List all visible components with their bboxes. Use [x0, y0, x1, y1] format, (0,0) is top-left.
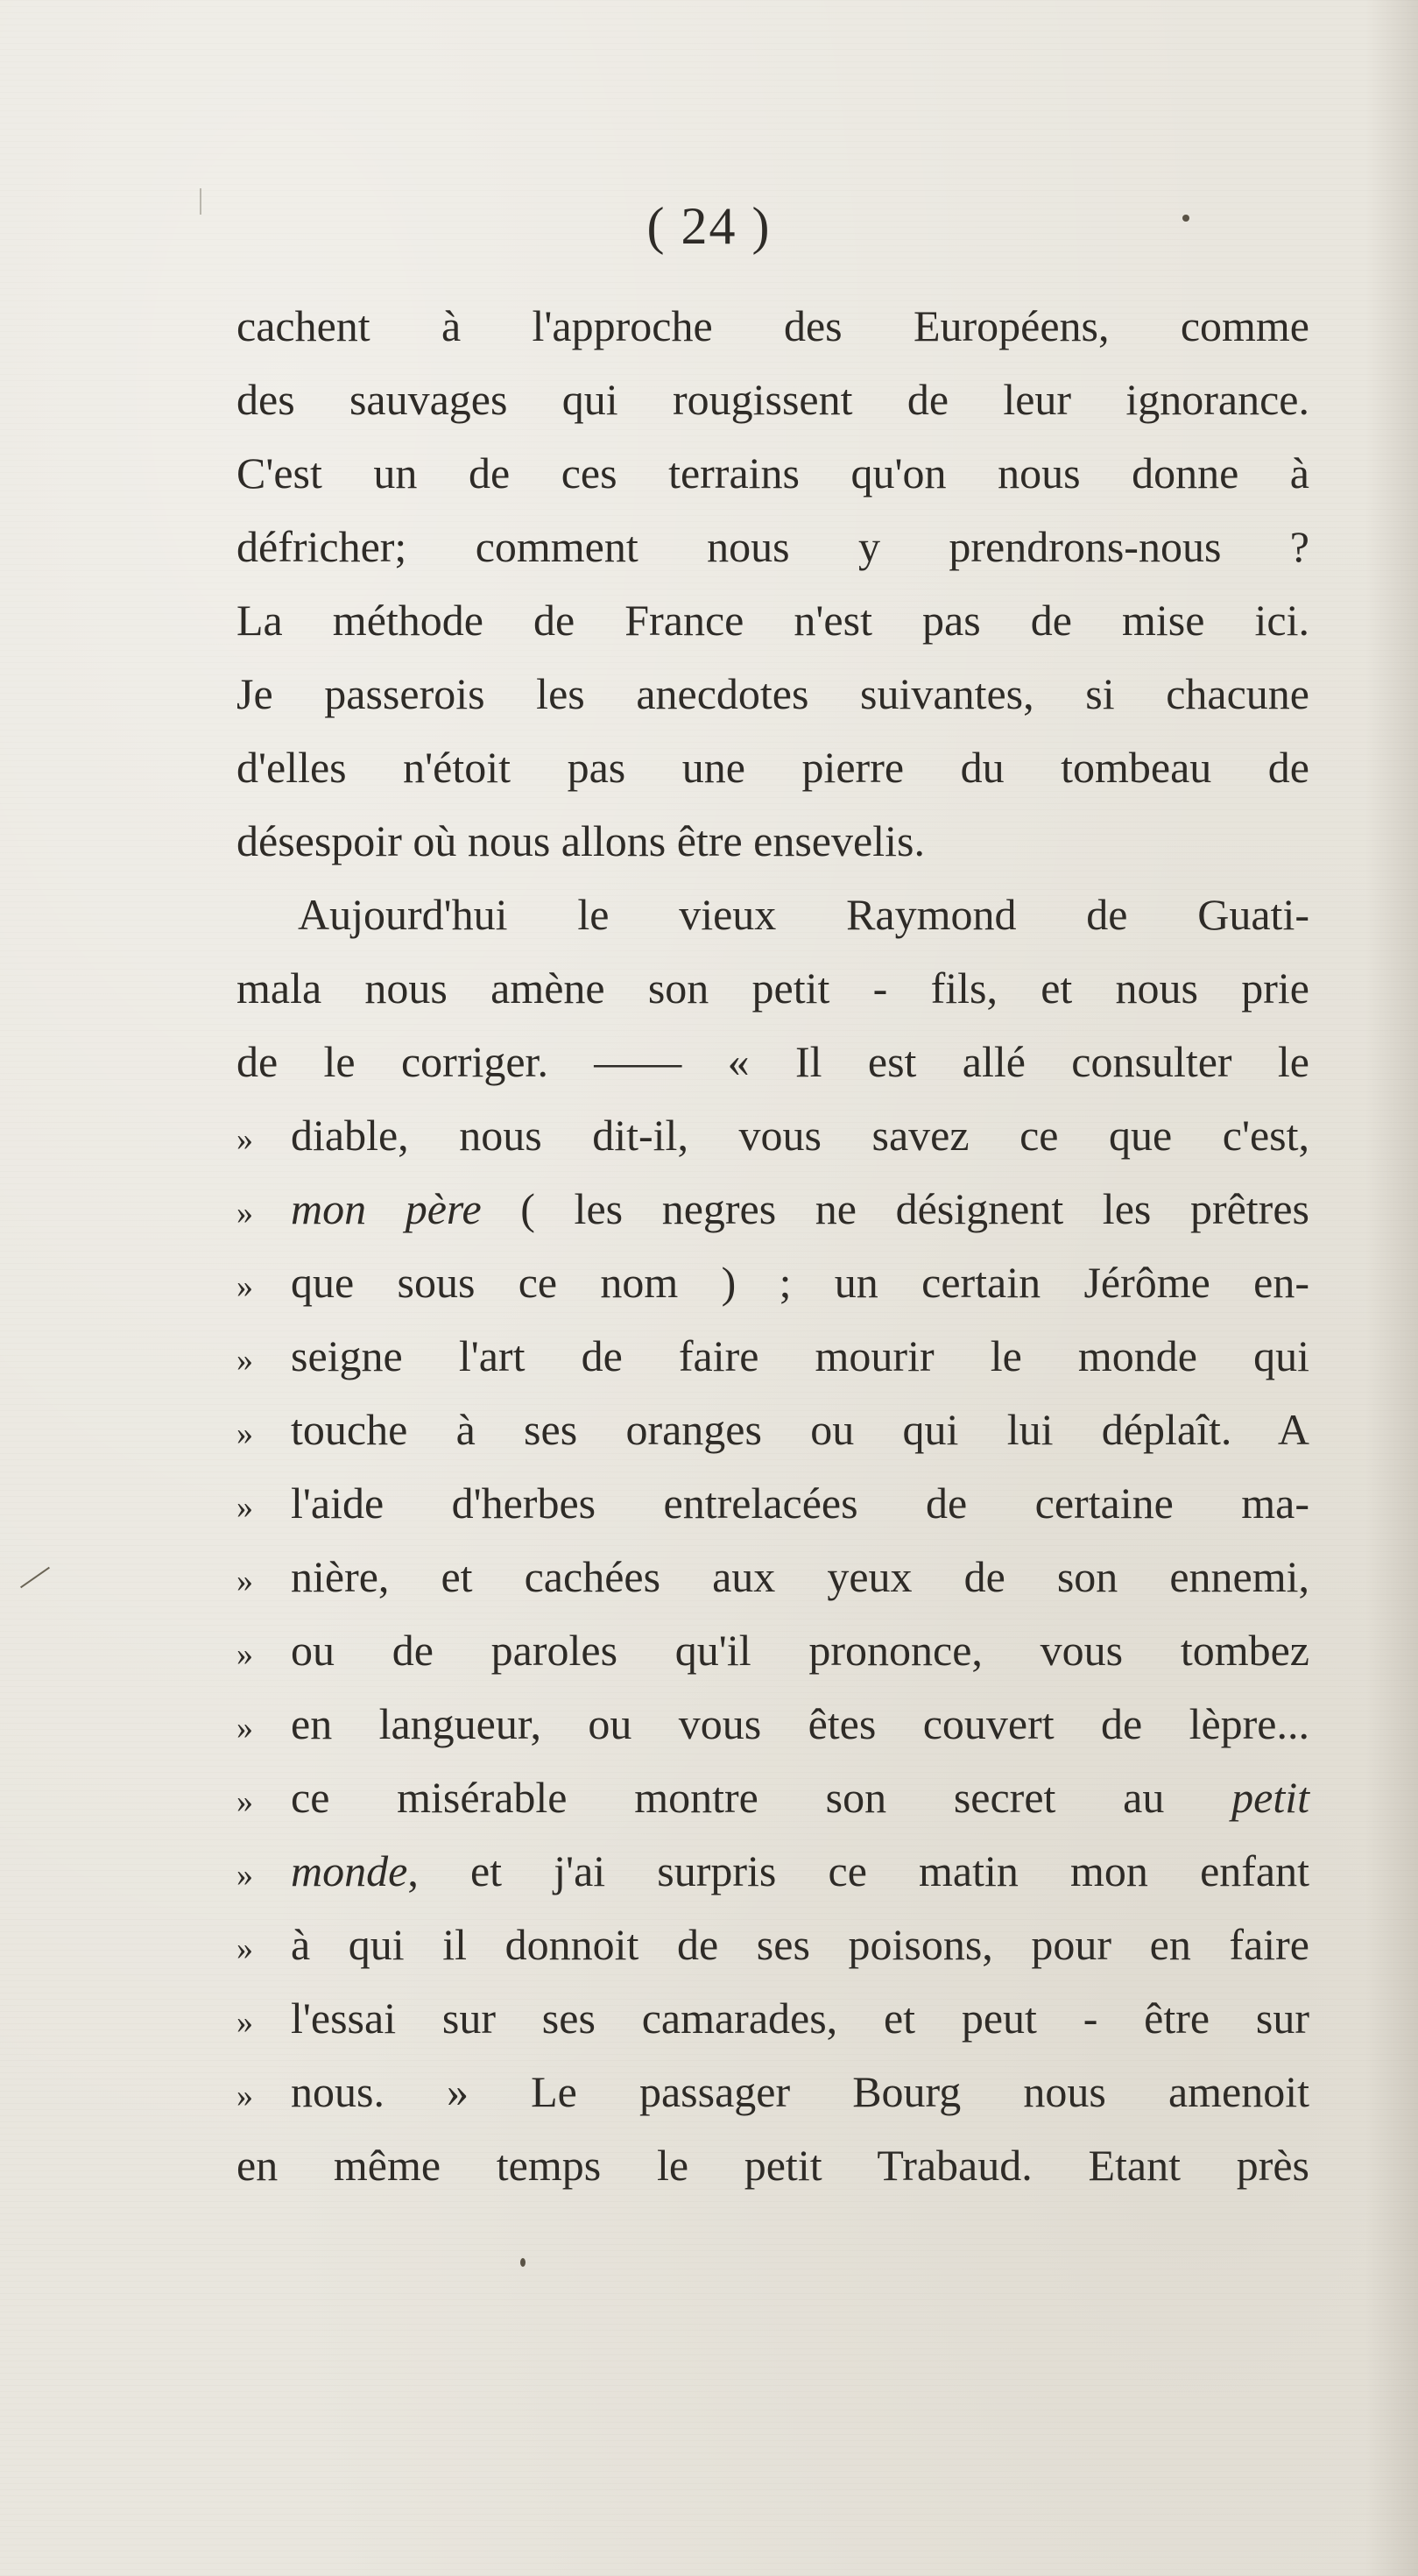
quoted-text: l'aide d'herbes entrelacées de certaine ma- — [291, 1479, 1309, 1528]
quoted-text-rest: , et j'ai surpris ce matin mon enfant — [407, 1846, 1309, 1895]
quoted-line — [236, 1172, 1309, 1246]
quoted-line — [236, 1834, 1309, 1908]
quoted-line — [236, 1908, 1309, 1981]
quote-mark: » — [236, 1342, 253, 1379]
quote-mark: » — [236, 2004, 253, 2041]
quoted-text: que sous ce nom ) ; un certain Jérôme en- — [291, 1258, 1309, 1307]
quote-mark: » — [236, 1195, 253, 1232]
text-line: C'est un de ces terrains qu'on nous donne à — [236, 448, 1309, 498]
quote-mark: » — [236, 1930, 253, 1967]
text-line: de le corriger. —— « Il est allé consulter le — [236, 1037, 1309, 1086]
quoted-line — [236, 1761, 1309, 1834]
quoted-text: à qui il donnoit de ses poisons, pour en faire — [291, 1920, 1309, 1969]
quoted-line — [236, 1393, 1309, 1466]
text-line: mala nous amène son petit - fils, et nous prie — [236, 963, 1309, 1013]
text-line: désespoir où nous allons être ensevelis. — [236, 816, 925, 865]
quoted-text — [291, 1172, 1309, 1246]
quoted-text: ou de paroles qu'il prononce, vous tombez — [291, 1626, 1309, 1675]
quote-mark: » — [236, 1121, 253, 1158]
page-edge-shadow — [1365, 0, 1418, 2576]
quoted-line — [236, 1981, 1309, 2055]
quoted-text-rest: ( les negres ne désignent les prêtres — [481, 1184, 1309, 1233]
quote-mark: » — [236, 2078, 253, 2114]
page-number: ( 24 ) — [646, 197, 772, 255]
quote-mark: » — [236, 1636, 253, 1673]
quoted-line — [236, 2055, 1309, 2128]
quoted-text: nous. » Le passager Bourg nous amenoit — [291, 2067, 1309, 2116]
quoted-line — [236, 1098, 1309, 1172]
paragraph-start-line: Aujourd'hui le vieux Raymond de Guati- — [298, 890, 1309, 939]
pencil-mark — [200, 188, 201, 215]
quoted-text: touche à ses oranges ou qui lui déplaît. A — [291, 1405, 1309, 1454]
quoted-text: en langueur, ou vous êtes couvert de lèpre... — [291, 1699, 1309, 1748]
quote-mark: » — [236, 1710, 253, 1747]
quote-mark: » — [236, 1268, 253, 1305]
quoted-line — [236, 1319, 1309, 1393]
text-line: défricher; comment nous y prendrons-nous ? — [236, 522, 1309, 571]
paper-speck — [520, 2258, 526, 2267]
quote-mark: » — [236, 1563, 253, 1599]
quote-mark: » — [236, 1857, 253, 1894]
italic-text: petit — [1231, 1773, 1309, 1822]
quote-mark: » — [236, 1489, 253, 1526]
text-line: d'elles n'étoit pas une pierre du tombeau de — [236, 743, 1309, 792]
quoted-text — [291, 1761, 1309, 1834]
italic-text: monde — [291, 1846, 408, 1895]
quoted-line — [236, 1687, 1309, 1761]
italic-text: mon père — [291, 1184, 482, 1233]
quoted-text-start: ce misérable montre son secret au — [291, 1773, 1232, 1822]
quoted-text — [291, 1834, 1309, 1908]
quoted-line — [236, 1466, 1309, 1540]
pencil-mark — [20, 1567, 50, 1589]
paper-speck — [1182, 215, 1189, 222]
body-text — [236, 289, 1309, 2202]
quoted-text: nière, et cachées aux yeux de son ennemi, — [291, 1552, 1309, 1601]
text-line: Je passerois les anecdotes suivantes, si chacune — [236, 669, 1309, 718]
text-line: cachent à l'approche des Européens, comme — [236, 301, 1309, 350]
quote-mark: » — [236, 1415, 253, 1452]
text-line: La méthode de France n'est pas de mise ici. — [236, 596, 1309, 645]
quote-mark: » — [236, 1783, 253, 1820]
quoted-line — [236, 1540, 1309, 1613]
quoted-text: l'essai sur ses camarades, et peut - être sur — [291, 1994, 1309, 2043]
quoted-text: seigne l'art de faire mourir le monde qui — [291, 1331, 1309, 1380]
quoted-line — [236, 1613, 1309, 1687]
text-line: des sauvages qui rougissent de leur ignorance. — [236, 375, 1309, 424]
quoted-text: diable, nous dit-il, vous savez ce que c'est, — [291, 1111, 1309, 1160]
text-line: en même temps le petit Trabaud. Etant près — [236, 2141, 1309, 2190]
quoted-line — [236, 1246, 1309, 1319]
